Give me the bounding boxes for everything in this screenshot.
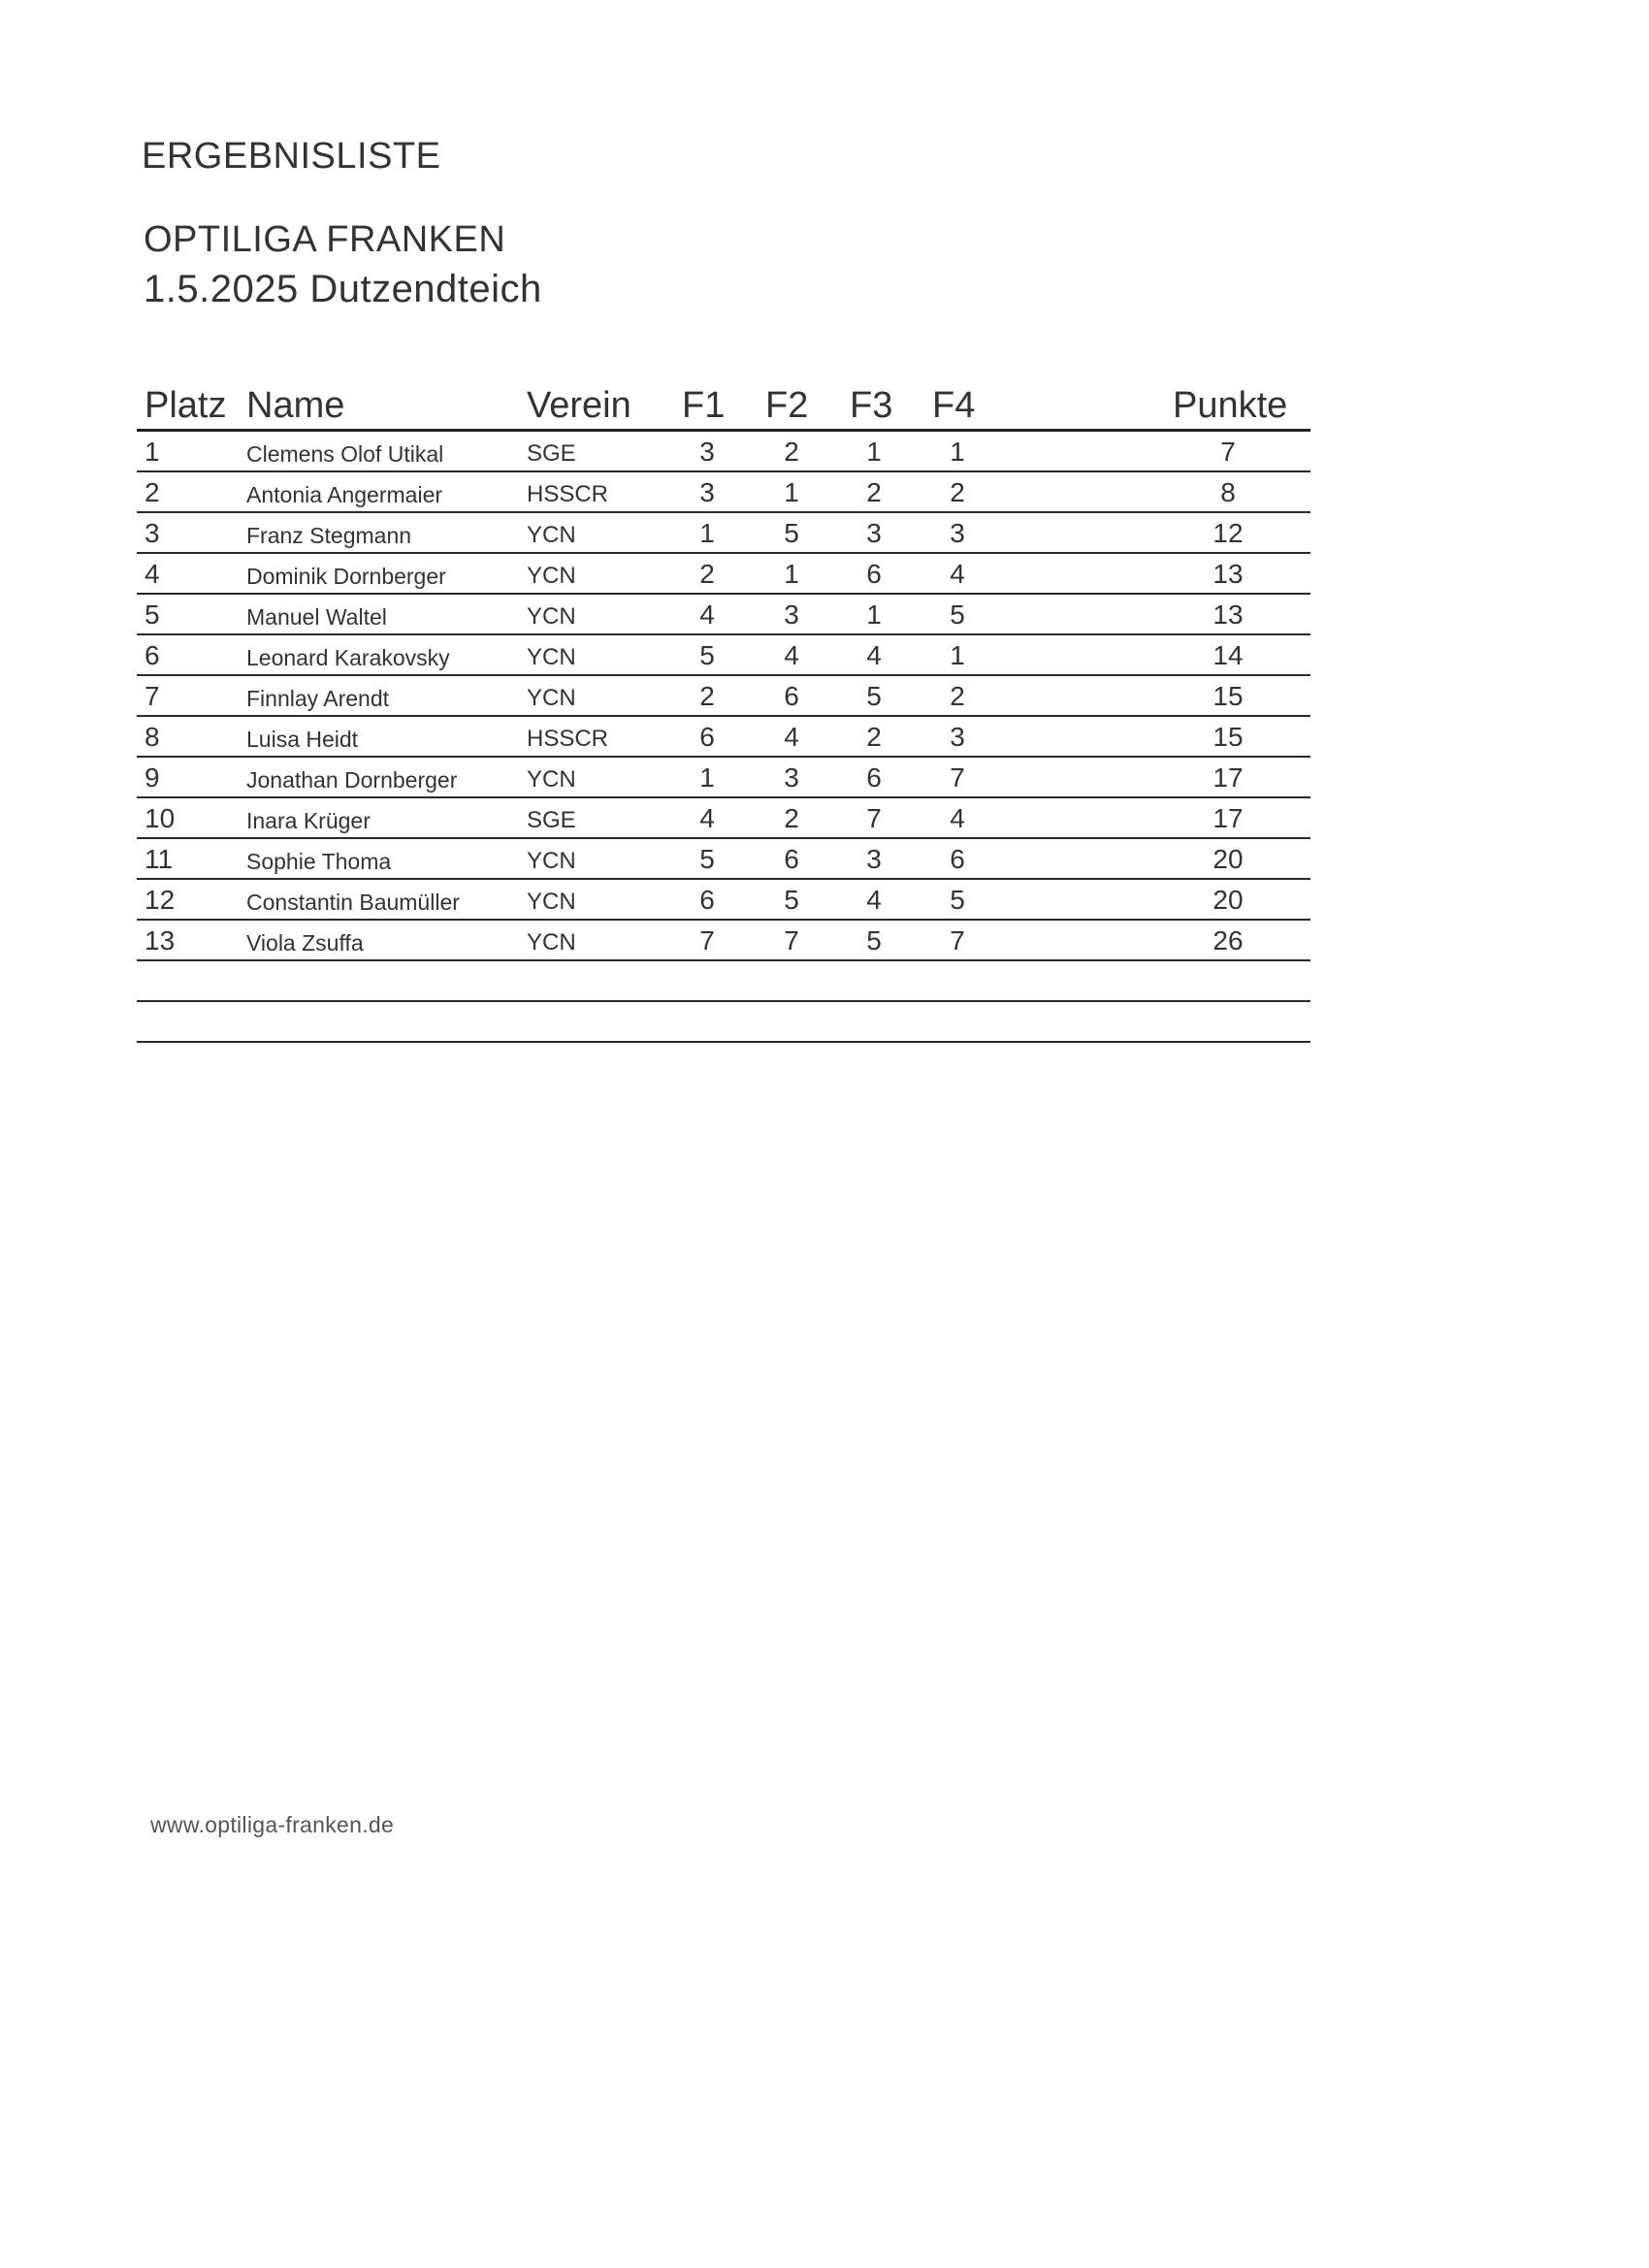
- cell-punkte: 13: [1212, 599, 1244, 630]
- cell-verein: YCN: [527, 603, 576, 630]
- results-table: [137, 378, 1310, 1043]
- table-row: [137, 798, 1310, 839]
- cell-platz: 9: [145, 762, 160, 793]
- cell-punkte: 13: [1212, 559, 1244, 589]
- cell-verein: YCN: [527, 522, 576, 548]
- cell-f1: 3: [699, 477, 715, 507]
- cell-f4: 6: [950, 844, 965, 874]
- cell-f1: 1: [699, 762, 715, 793]
- cell-f2: 2: [784, 437, 799, 467]
- cell-platz: 3: [145, 518, 160, 548]
- table-row: [137, 717, 1310, 758]
- cell-name: Luisa Heidt: [246, 727, 359, 752]
- cell-punkte: 20: [1212, 885, 1244, 915]
- cell-f4: 2: [950, 681, 965, 711]
- cell-name: Inara Krüger: [246, 808, 371, 833]
- cell-f3: 7: [866, 803, 882, 833]
- cell-verein: SGE: [527, 807, 576, 833]
- cell-punkte: 26: [1212, 925, 1244, 956]
- cell-punkte: 17: [1212, 803, 1244, 833]
- cell-f3: 5: [866, 681, 882, 711]
- cell-verein: YCN: [527, 563, 576, 589]
- cell-f3: 1: [866, 437, 882, 467]
- table-row: [137, 676, 1310, 717]
- header-name: Name: [246, 385, 345, 426]
- cell-f3: 2: [866, 722, 882, 752]
- cell-f3: 3: [866, 844, 882, 874]
- cell-f2: 6: [784, 844, 799, 874]
- cell-f4: 5: [950, 599, 965, 630]
- cell-name: Clemens Olof Utikal: [246, 441, 444, 467]
- cell-f2: 3: [784, 599, 799, 630]
- cell-f4: 4: [950, 803, 965, 833]
- cell-platz: 13: [145, 925, 176, 956]
- cell-verein: HSSCR: [527, 726, 609, 752]
- cell-f3: 4: [866, 640, 882, 670]
- cell-f1: 3: [699, 437, 715, 467]
- cell-platz: 2: [145, 477, 160, 507]
- cell-f1: 1: [699, 518, 715, 548]
- cell-f2: 4: [784, 640, 799, 670]
- cell-platz: 12: [145, 885, 176, 915]
- header-f3: F3: [850, 385, 893, 426]
- header-f1: F1: [682, 385, 726, 426]
- cell-platz: 6: [145, 640, 160, 670]
- header-verein: Verein: [527, 385, 631, 426]
- cell-name: Jonathan Dornberger: [246, 767, 458, 793]
- cell-f3: 2: [866, 477, 882, 507]
- cell-f1: 2: [699, 559, 715, 589]
- cell-name: Antonia Angermaier: [246, 482, 443, 507]
- cell-f4: 5: [950, 885, 965, 915]
- cell-f3: 6: [866, 559, 882, 589]
- cell-verein: HSSCR: [527, 481, 609, 507]
- cell-f4: 4: [950, 559, 965, 589]
- event-date-location: 1.5.2025 Dutzendteich: [144, 268, 542, 310]
- cell-f1: 7: [699, 925, 715, 956]
- cell-platz: 4: [145, 559, 160, 589]
- cell-f4: 3: [950, 722, 965, 752]
- cell-punkte: 7: [1220, 437, 1236, 467]
- cell-f1: 6: [699, 885, 715, 915]
- cell-platz: 7: [145, 681, 160, 711]
- cell-platz: 1: [145, 437, 160, 467]
- cell-f4: 1: [950, 640, 965, 670]
- table-row: [137, 595, 1310, 635]
- cell-name: Franz Stegmann: [246, 523, 412, 548]
- cell-punkte: 15: [1212, 722, 1244, 752]
- cell-f2: 6: [784, 681, 799, 711]
- table-row: [137, 554, 1310, 595]
- cell-f3: 4: [866, 885, 882, 915]
- table-row: [137, 635, 1310, 676]
- cell-verein: YCN: [527, 889, 576, 915]
- cell-f3: 5: [866, 925, 882, 956]
- table-row: [137, 880, 1310, 921]
- empty-table-row: [137, 1002, 1310, 1043]
- cell-f4: 7: [950, 925, 965, 956]
- cell-verein: YCN: [527, 685, 576, 711]
- cell-punkte: 14: [1212, 640, 1244, 670]
- header-platz: Platz: [145, 385, 227, 426]
- cell-f4: 7: [950, 762, 965, 793]
- cell-platz: 8: [145, 722, 160, 752]
- cell-f3: 3: [866, 518, 882, 548]
- table-row: [137, 839, 1310, 880]
- cell-name: Constantin Baumüller: [246, 890, 460, 915]
- cell-f1: 5: [699, 844, 715, 874]
- cell-punkte: 15: [1212, 681, 1244, 711]
- table-row: [137, 921, 1310, 961]
- cell-f2: 7: [784, 925, 799, 956]
- cell-f1: 6: [699, 722, 715, 752]
- cell-platz: 5: [145, 599, 160, 630]
- cell-name: Sophie Thoma: [246, 849, 392, 874]
- cell-name: Manuel Waltel: [246, 604, 387, 630]
- cell-name: Dominik Dornberger: [246, 564, 446, 589]
- cell-f1: 2: [699, 681, 715, 711]
- cell-punkte: 12: [1212, 518, 1244, 548]
- cell-f3: 1: [866, 599, 882, 630]
- cell-f2: 1: [784, 559, 799, 589]
- cell-f4: 3: [950, 518, 965, 548]
- cell-verein: YCN: [527, 848, 576, 874]
- cell-f2: 5: [784, 518, 799, 548]
- cell-f1: 5: [699, 640, 715, 670]
- cell-f2: 2: [784, 803, 799, 833]
- cell-punkte: 20: [1212, 844, 1244, 874]
- cell-verein: YCN: [527, 929, 576, 956]
- website-url: www.optiliga-franken.de: [150, 1812, 395, 1837]
- table-row: [137, 513, 1310, 554]
- empty-table-row: [137, 961, 1310, 1002]
- cell-platz: 11: [145, 844, 174, 874]
- header-f4: F4: [932, 385, 976, 426]
- cell-verein: YCN: [527, 644, 576, 670]
- cell-f2: 4: [784, 722, 799, 752]
- table-row: [137, 472, 1310, 513]
- header-f2: F2: [765, 385, 809, 426]
- header-punkte: Punkte: [1173, 385, 1288, 426]
- cell-verein: YCN: [527, 766, 576, 793]
- cell-f2: 5: [784, 885, 799, 915]
- cell-verein: SGE: [527, 440, 576, 467]
- league-name: OPTILIGA FRANKEN: [144, 219, 506, 260]
- cell-f2: 1: [784, 477, 799, 507]
- cell-name: Finnlay Arendt: [246, 686, 390, 711]
- table-row: [137, 432, 1310, 472]
- cell-f4: 1: [950, 437, 965, 467]
- cell-name: Leonard Karakovsky: [246, 645, 450, 670]
- cell-punkte: 17: [1212, 762, 1244, 793]
- cell-f2: 3: [784, 762, 799, 793]
- cell-platz: 10: [145, 803, 176, 833]
- cell-f1: 4: [699, 599, 715, 630]
- cell-f3: 6: [866, 762, 882, 793]
- cell-punkte: 8: [1220, 477, 1236, 507]
- table-header: [137, 378, 1310, 432]
- cell-f1: 4: [699, 803, 715, 833]
- cell-name: Viola Zsuffa: [246, 930, 364, 956]
- cell-f4: 2: [950, 477, 965, 507]
- document-title: ERGEBNISLISTE: [142, 136, 441, 177]
- table-row: [137, 758, 1310, 798]
